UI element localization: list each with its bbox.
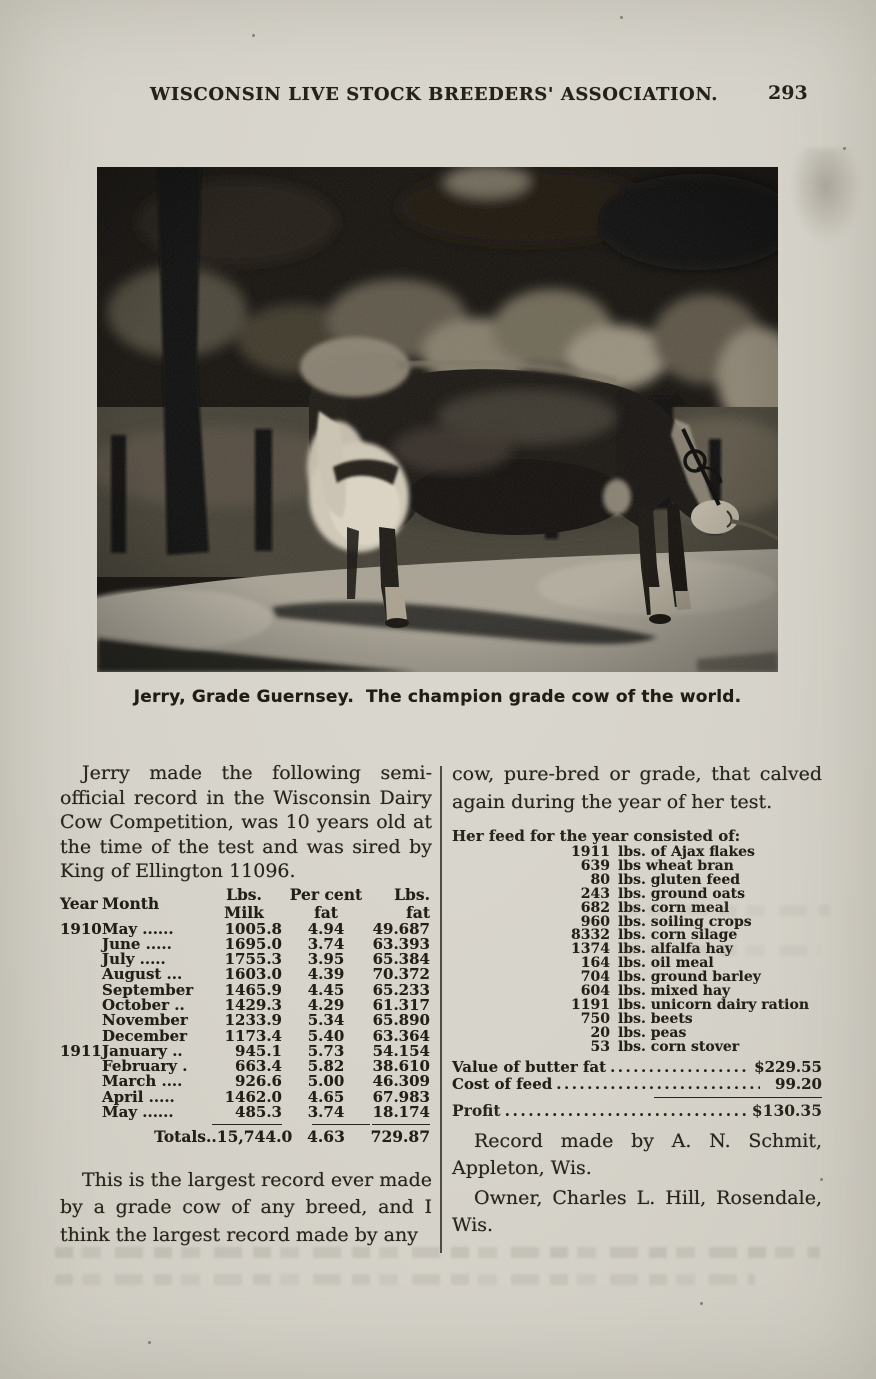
- dot-leader: [610, 1059, 750, 1076]
- feed-description: lbs. soiling crops: [618, 913, 752, 930]
- money-total-rule: [654, 1097, 822, 1098]
- col-header-lbs-fat: Lbs. fat: [394, 884, 430, 922]
- feed-quantity: 243: [580, 885, 610, 902]
- profit-amount: $130.35: [751, 1100, 822, 1120]
- col-header-pct-fat: Per cent fat: [289, 884, 363, 922]
- continuation-paragraph: cow, pure-bred or grade, that calved again during the year of her test.: [452, 763, 822, 813]
- money-amount: 99.20: [775, 1074, 822, 1093]
- money-amount: $229.55: [754, 1057, 822, 1076]
- money-label: Value of butter fat: [452, 1057, 607, 1076]
- feed-description: lbs. oil meal: [618, 955, 714, 972]
- money-label: Cost of feed: [452, 1074, 553, 1093]
- feed-quantity: 80: [590, 871, 610, 888]
- feed-quantity: 750: [580, 1010, 610, 1027]
- dot-leader: [556, 1076, 760, 1093]
- record-table-body: [60, 919, 430, 1147]
- feed-quantity: 704: [580, 969, 610, 986]
- table-row: 1910 May ...... 1005.8 4.94 49.687: [60, 919, 430, 938]
- feed-quantity: 639: [580, 857, 610, 874]
- table-row: October .. 1429.3 4.29 61.317: [102, 995, 430, 1014]
- paper-speck: [820, 1178, 823, 1181]
- table-row: June ..... 1695.0 3.74 63.393: [102, 934, 430, 953]
- right-column: [452, 761, 822, 1240]
- paper-speck: [148, 1341, 151, 1344]
- left-column: [60, 761, 432, 1249]
- milk-record-table: [60, 886, 430, 1145]
- paper-speck: [843, 147, 846, 150]
- scan-smudge: [790, 148, 862, 243]
- feed-quantity: 8332: [571, 927, 610, 944]
- col-header-milk: Lbs. Milk: [224, 884, 264, 922]
- feed-description: lbs. corn meal: [618, 899, 730, 916]
- closing-paragraph: This is the largest record ever made by a grade cow of any breed, and I think the largest record made by any: [60, 1168, 432, 1246]
- feed-quantity: 1911: [571, 844, 610, 860]
- profit-label: Profit: [452, 1100, 501, 1120]
- intro-paragraph: Jerry made the following semi-official record in the Wisconsin Dairy Cow Competition, was 10 years old at the time of the test and was sired by King of Ellington 11096.: [60, 762, 432, 882]
- table-row: August ... 1603.0 4.39 70.372: [102, 965, 430, 984]
- bleed-through-line: [55, 1247, 820, 1258]
- table-row: April ..... 1462.0 4.65 67.983: [102, 1087, 430, 1106]
- money-line: [452, 1076, 822, 1093]
- photo-caption: [97, 687, 778, 707]
- feed-quantity: 960: [580, 913, 610, 930]
- bleed-through-line: [620, 905, 830, 916]
- paper-speck: [620, 16, 623, 19]
- paper-speck: [252, 34, 255, 37]
- record-table-header: [60, 886, 430, 922]
- feed-description: lbs. ground oats: [618, 885, 746, 902]
- feed-description: lbs. mixed hay: [618, 983, 731, 1000]
- feed-quantity: 164: [580, 955, 610, 972]
- table-row: February . 663.4 5.82 38.610: [102, 1057, 430, 1076]
- feed-intro: Her feed for the year consisted of:: [452, 827, 741, 845]
- feed-description: lbs. gluten feed: [618, 871, 741, 888]
- cow-photo: [97, 167, 778, 672]
- totals-row: Totals ..15,744.0 4.63 729.87: [60, 1120, 430, 1144]
- paper-speck: [700, 1302, 703, 1305]
- money-lines: [452, 1059, 822, 1093]
- col-header-month: Month: [102, 893, 160, 913]
- table-row: May ...... 485.3 3.74 18.174: [102, 1103, 430, 1122]
- table-row: March .... 926.6 5.00 46.309: [102, 1072, 430, 1091]
- bleed-through-line: [55, 1274, 755, 1285]
- page-header-title: WISCONSIN LIVE STOCK BREEDERS' ASSOCIATION.: [150, 84, 719, 105]
- caption-description: The champion grade cow of the world.: [365, 687, 742, 707]
- feed-quantity: 53: [590, 1038, 610, 1055]
- feed-description: lbs. peas: [618, 1024, 687, 1041]
- owner-paragraph: Owner, Charles L. Hill, Rosendale, Wis.: [452, 1186, 822, 1237]
- cow-photo-illustration: [97, 167, 778, 672]
- table-row: July ..... 1755.3 3.95 65.384: [102, 950, 430, 969]
- page-number: 293: [768, 82, 808, 104]
- feed-quantity: 1374: [571, 941, 610, 958]
- feed-description: lbs. ground barley: [618, 969, 761, 986]
- feed-description: lbs. corn stover: [618, 1038, 740, 1055]
- table-row: September 1465.9 4.45 65.233: [102, 980, 430, 999]
- money-line: [452, 1059, 822, 1076]
- feed-description: lbs. beets: [618, 1010, 693, 1027]
- col-header-year: Year: [60, 893, 98, 913]
- profit-line: [452, 1102, 822, 1120]
- feed-quantity: 1191: [571, 996, 610, 1013]
- feed-item: [452, 1038, 822, 1055]
- feed-description: lbs. unicorn dairy ration: [618, 996, 810, 1013]
- feed-quantity: 682: [580, 899, 610, 916]
- bleed-through-line: [618, 941, 820, 958]
- feed-description: lbs. corn silage: [618, 927, 738, 944]
- feed-quantity: 604: [580, 983, 610, 1000]
- feed-description: lbs wheat bran: [618, 857, 734, 874]
- profit-dot-leader: [505, 1102, 748, 1120]
- caption-subject: Jerry, Grade Guernsey.: [133, 687, 354, 707]
- feed-description: lbs. of Ajax flakes: [618, 844, 755, 860]
- record-by-paragraph: Record made by A. N. Schmit, Appleton, Wis.: [452, 1129, 822, 1180]
- feed-quantity: 20: [590, 1024, 610, 1041]
- table-row: 1911 January .. 945.1 5.73 54.154: [60, 1041, 430, 1060]
- table-row: November 1233.9 5.34 65.890: [102, 1011, 430, 1030]
- column-divider-rule: [440, 766, 442, 1253]
- feed-description: lbs. alfalfa hay: [618, 941, 733, 958]
- table-row: December 1173.4 5.40 63.364: [102, 1026, 430, 1045]
